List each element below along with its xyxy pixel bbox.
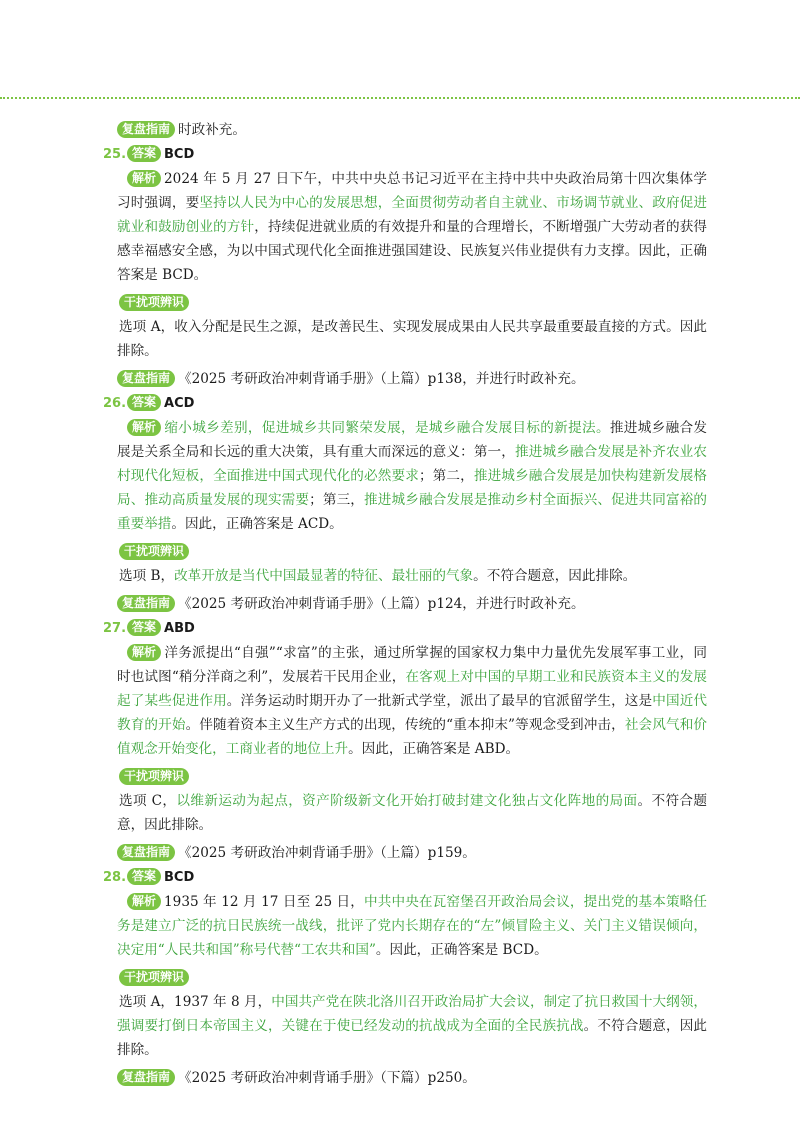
analysis-text: ，持续促进就业质的有效提升和量的合理增长，不断增强广大劳动者的获得感幸福感安全感，为以中国式现代化全面推进强国建设、民族复兴伟业提供有力支撑。因此，正确答案是 BCD。 [117,219,708,283]
answer-value: ABD [164,621,195,636]
analysis-text: 。伴随着资本主义生产方式的出现，传统的“重本抑末”等观念受到冲击， [185,717,625,733]
analysis-paragraph [117,416,707,536]
review-badge: 复盘指南 [117,844,175,861]
highlighted-text: 以维新运动为起点，资产阶级新文化开始打破封建文化独占文化阵地的局面 [176,793,638,809]
distractor-text: 选项 C， [119,793,177,809]
distractor-label-line [117,765,707,789]
analysis-text: 。因此，正确答案是 ABD。 [348,741,520,757]
distractor-paragraph [117,564,707,588]
distractor-label-line [117,540,707,564]
answer-badge: 答案 [127,145,161,162]
page-content [103,118,708,1090]
distractor-badge: 干扰项辨识 [119,543,189,560]
analysis-text: 。因此，正确答案是 BCD。 [375,942,548,958]
review-text: 《2025 考研政治冲刺背诵手册》（上篇）p159。 [178,845,476,861]
answer-line [103,865,707,890]
review-badge: 复盘指南 [117,595,175,612]
highlighted-text: 中共中央在瓦窑堡召开政治局会议，提出党的基本策略任务是建立广泛的抗日民族统一战线，批评了党内长期存在的“左”倾冒险主义、关门主义错误倾向，决定用“人民共和国”称号代替“工农共和国” [117,894,707,958]
answer-line [103,616,707,641]
highlighted-text: 在客观上对中国的早期工业和民族资本主义的发展起了某些促进作用 [117,669,708,709]
answer-badge: 答案 [127,394,161,411]
analysis-text: 。洋务运动时期开办了一批新式学堂，派出了最早的官派留学生，这是 [226,693,653,709]
question-block [103,865,708,1090]
distractor-text: 选项 B， [119,568,175,584]
distractor-badge: 干扰项辨识 [119,294,189,311]
distractor-text: 。不符合题意，因此排除。 [473,568,637,584]
question-block [103,616,708,865]
question-number: 25. [103,147,127,162]
answer-value: BCD [164,870,195,885]
highlighted-text: 推进城乡融合发展是补齐农业农村现代化短板，全面推进中国式现代化的必然要求 [117,444,708,484]
analysis-text: ；第三， [309,492,365,508]
highlighted-text: 坚持以人民为中心的发展思想，全面贯彻劳动者自主就业、市场调节就业、政府促进就业和鼓励创业的方针 [117,195,707,235]
analysis-text: 1935 年 12 月 17 日至 25 日， [164,894,365,910]
highlighted-text: 中国近代教育的开始 [117,693,708,733]
review-text: 《2025 考研政治冲刺背诵手册》（上篇）p124，并进行时政补充。 [178,596,585,612]
distractor-badge: 干扰项辨识 [119,969,189,986]
distractor-text: 选项 A，1937 年 8 月， [119,994,272,1010]
answer-value: BCD [164,147,195,162]
answer-line [103,142,707,167]
distractor-label-line [117,966,707,990]
review-text: 时政补充。 [178,122,246,138]
analysis-paragraph [117,641,707,761]
header-dotted-rule [0,97,800,99]
question-block [103,391,708,616]
analysis-text: ；第二， [418,468,474,484]
distractor-paragraph [117,789,707,837]
analysis-paragraph [117,167,707,287]
review-text: 《2025 考研政治冲刺背诵手册》（下篇）p250。 [178,1070,476,1086]
highlighted-text: 推进城乡融合发展是加快构建新发展格局、推动高质量发展的现实需要 [117,468,708,508]
review-badge: 复盘指南 [117,1069,175,1086]
highlighted-text: 中国共产党在陕北洛川召开政治局扩大会议，制定了抗日救国十大纲领，强调要打倒日本帝国主义，关键在于使已经发动的抗战成为全面的全民族抗战 [117,994,707,1034]
analysis-text: 推进城乡融合发展是关系全局和长远的重大决策，具有重大而深远的意义：第一， [117,420,708,460]
analysis-badge: 解析 [127,893,161,910]
answer-line [103,391,707,416]
review-line [117,367,707,391]
analysis-paragraph [117,890,707,962]
answer-badge: 答案 [127,868,161,885]
question-block [103,142,708,391]
distractor-paragraph [117,315,707,363]
distractor-text: 。不符合题意，因此排除。 [117,1018,708,1058]
distractor-paragraph [117,990,707,1062]
question-number: 27. [103,621,127,636]
review-badge: 复盘指南 [117,370,175,387]
review-badge: 复盘指南 [117,121,175,138]
question-list [103,142,708,1090]
distractor-text: 。不符合题意，因此排除。 [117,793,708,833]
analysis-badge: 解析 [127,419,161,436]
analysis-text: 洋务派提出“自强”“求富”的主张，通过所掌握的国家权力集中力量优先发展军事工业，同时也试图“稍分洋商之利”，发展若干民用企业， [117,645,707,685]
review-line [117,841,707,865]
question-number: 28. [103,870,127,885]
q24-review-line [117,118,707,142]
highlighted-text: 缩小城乡差别，促进城乡共同繁荣发展，是城乡融合发展目标的新提法。 [164,420,610,436]
review-line [117,1066,707,1090]
highlighted-text: 社会风气和价值观念开始变化，工商业者的地位上升 [117,717,708,757]
highlighted-text: 改革开放是当代中国最显著的特征、最壮丽的气象 [174,568,474,584]
distractor-badge: 干扰项辨识 [119,768,189,785]
question-number: 26. [103,396,127,411]
distractor-text: 选项 A，收入分配是民生之源，是改善民生、实现发展成果由人民共享最重要最直接的方式。因此排除。 [117,319,707,359]
answer-badge: 答案 [127,619,161,636]
analysis-badge: 解析 [127,644,161,661]
answer-value: ACD [164,396,195,411]
analysis-text: 。因此，正确答案是 ACD。 [171,516,343,532]
review-text: 《2025 考研政治冲刺背诵手册》（上篇）p138，并进行时政补充。 [178,371,585,387]
distractor-label-line [117,291,707,315]
highlighted-text: 推进城乡融合发展是推动乡村全面振兴、促进共同富裕的重要举措 [117,492,708,532]
analysis-text: 2024 年 5 月 27 日下午，中共中央总书记习近平在主持中共中央政治局第十四次集体学习时强调，要 [117,171,707,211]
analysis-badge: 解析 [127,170,161,187]
review-line [117,592,707,616]
